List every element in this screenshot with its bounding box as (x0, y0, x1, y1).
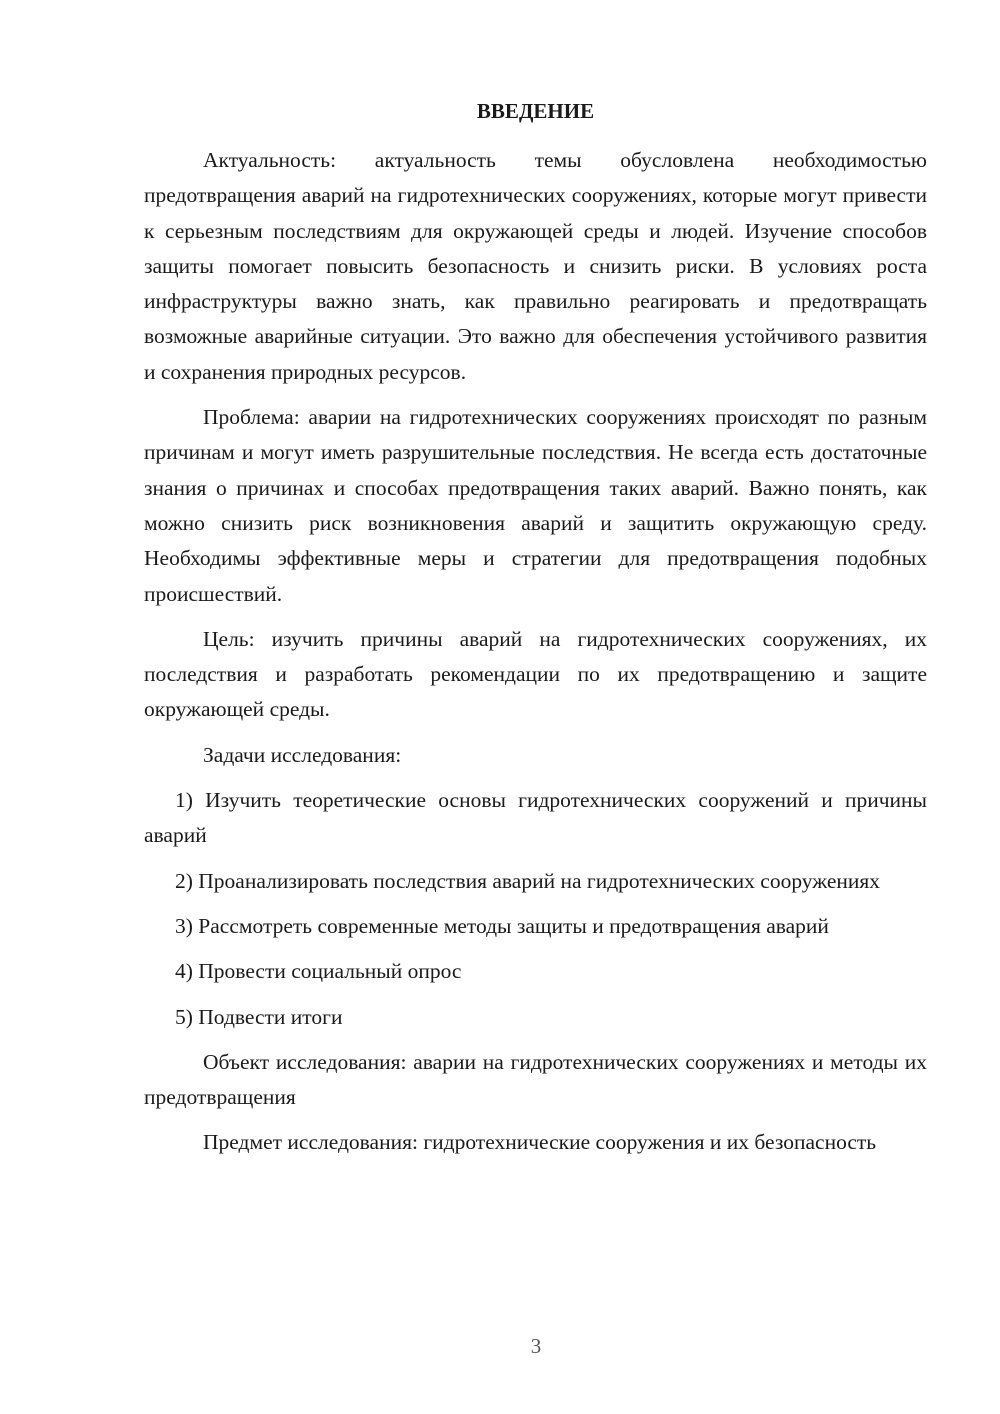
task-item-5: 5) Подвести итоги (175, 1004, 343, 1029)
task-item-2: 2) Проанализировать последствия аварий на гидротехнических сооружениях (175, 868, 881, 893)
tasks-heading: Задачи исследования: (203, 742, 402, 767)
problem-paragraph: Проблема: аварии на гидротехнических сооружениях происходят по разным причинам и могут иметь разрушительные последствия. Не всегда есть достаточные знания о причинах и способах предотвращения таких аварий. Важно понять, как можно снизить риск возникновения аварий и защитить окружающую среду. Необходимы эффективные меры и стратегии для предотвращения подобных происшествий. (144, 405, 927, 606)
object-paragraph: Объект исследования: аварии на гидротехнических сооружениях и методы их предотвращения (144, 1049, 927, 1110)
section-heading: ВВЕДЕНИЕ (476, 99, 595, 123)
task-item-1: 1) Изучить теоретические основы гидротехнических сооружений и причины аварий (144, 788, 927, 848)
subject-paragraph: Предмет исследования: гидротехнические сооружения и их безопасность (203, 1130, 877, 1155)
page-number: 3 (530, 1334, 542, 1358)
task-item-4: 4) Провести социальный опрос (175, 959, 462, 984)
goal-paragraph: Цель: изучить причины аварий на гидротехнических сооружениях, их последствия и разработать рекомендации по их предотвращению и защите окружающей среды. (144, 626, 927, 722)
document-body (144, 143, 927, 1161)
relevance-paragraph: Актуальность: актуальность темы обусловлена необходимостью предотвращения аварий на гидротехнических сооружениях, которые могут привести к серьезным последствиям для окружающей среды и людей. Изучение способов защиты помогает повысить безопасность и снизить риски. В условиях роста инфраструктуры важно знать, как правильно реагировать и предотвращать возможные аварийные ситуации. Это важно для обеспечения устойчивого развития и сохранения природных ресурсов. (144, 148, 927, 384)
task-item-3: 3) Рассмотреть современные методы защиты и предотвращения аварий (175, 913, 829, 938)
